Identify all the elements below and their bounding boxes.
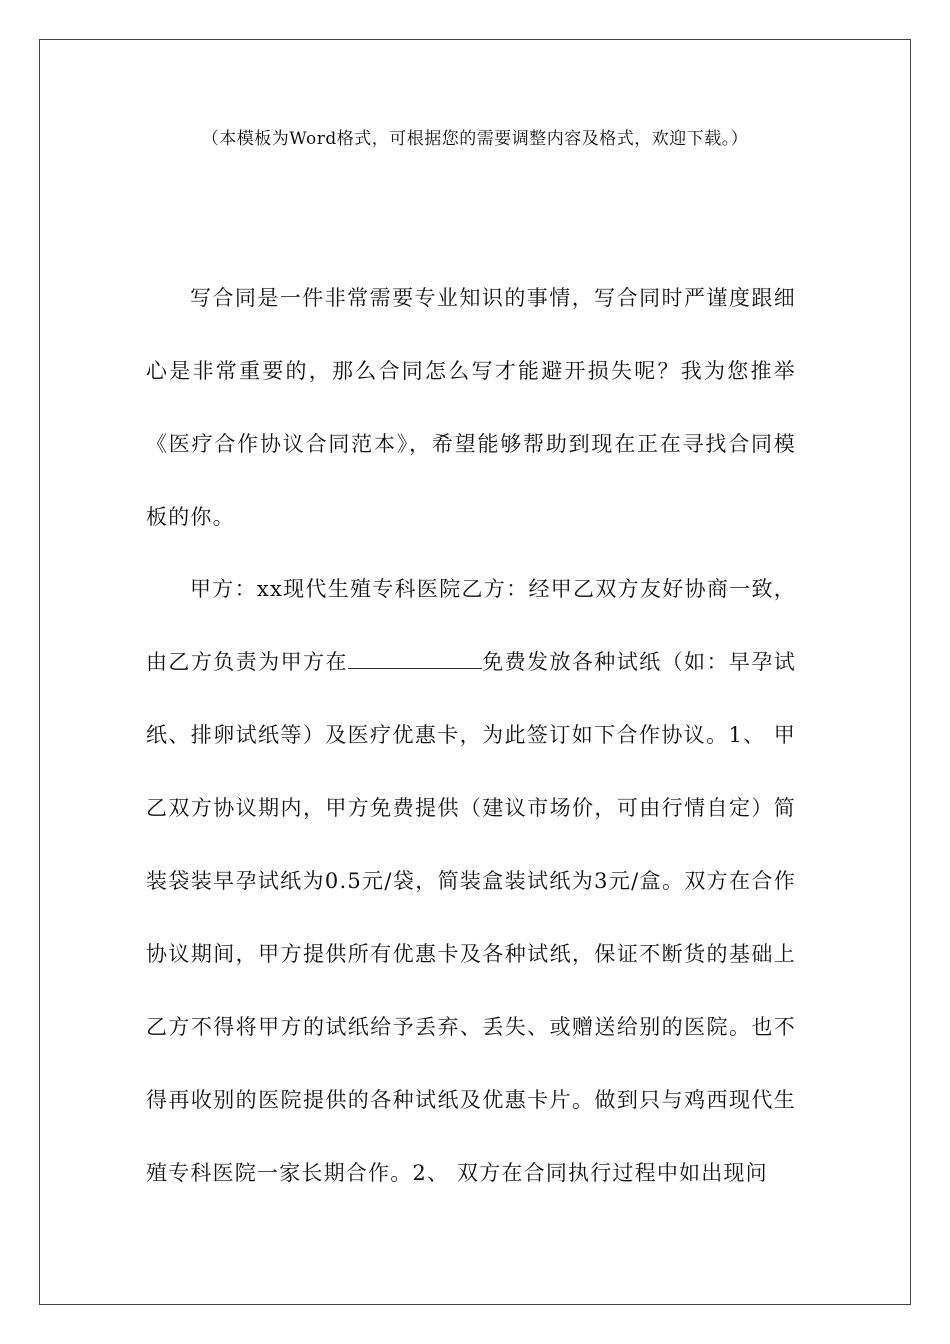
intro-paragraph: 写合同是一件非常需要专业知识的事情，写合同时严谨度跟细心是非常重要的，那么合同怎么写才能避开损失呢？我为您推举《医疗合作协议合同范本》，希望能够帮助到现在正在寻找合同模板的你。 <box>146 286 796 529</box>
template-note: （本模板为Word格式，可根据您的需要调整内容及格式，欢迎下载。） <box>201 129 749 149</box>
contract-text-part-2: 免费发放各种试纸（如：早孕试纸、排卵试纸等）及医疗优惠卡，为此签订如下合作协议。1、 甲乙双方协议期内，甲方免费提供（建议市场价，可由行情自定）简装袋装早孕试纸为0.5元/袋，简装盒装试纸为3元/盒。双方在合作协议期间，甲方提供所有优惠卡及各种试纸，保证不断货的基础上乙方不得将甲方的试纸给予丢弃、丢失、或赠送给别的医院。也不得再收别的医院提供的各种试纸及优惠卡片。做到只与鸡西现代生殖专科医院一家长期合作。2、 双方在合同执行过程中如出现问 <box>146 650 796 1185</box>
contract-paragraph-block <box>146 553 796 1210</box>
contract-paragraph <box>146 553 796 1210</box>
intro-paragraph-block <box>146 262 796 554</box>
fill-in-blank <box>348 650 482 669</box>
contract-text-part-1: 甲方：xx现代生殖专科医院乙方：经甲乙双方友好协商一致，由乙方负责为甲方在 <box>146 577 796 674</box>
